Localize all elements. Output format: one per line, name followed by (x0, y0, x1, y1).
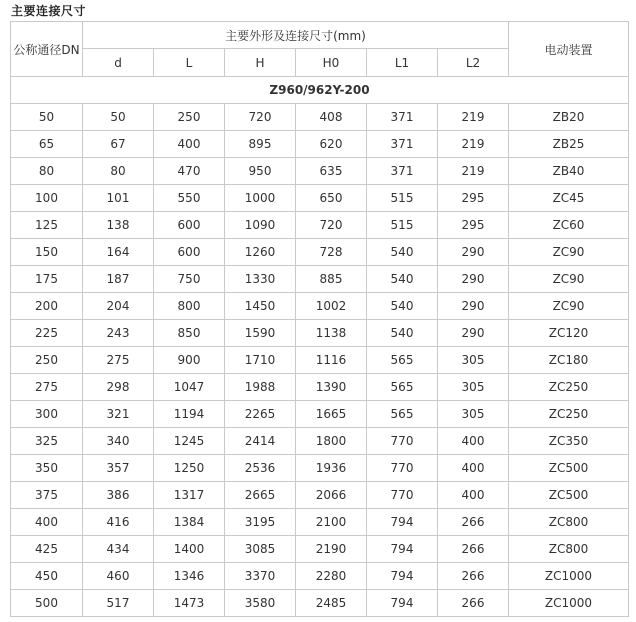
table-row (11, 482, 629, 509)
table-cell: 450 (11, 563, 83, 590)
table-cell: 540 (367, 266, 438, 293)
table-cell: 1590 (225, 320, 296, 347)
table-cell: 100 (11, 185, 83, 212)
table-cell: 275 (11, 374, 83, 401)
table-row (11, 428, 629, 455)
table-cell: 50 (11, 104, 83, 131)
header-actuator: 电动装置 (509, 22, 629, 77)
table-cell: 434 (83, 536, 154, 563)
table-cell: 500 (11, 590, 83, 617)
table-row (11, 131, 629, 158)
table-cell: 295 (438, 185, 509, 212)
table-cell: 357 (83, 455, 154, 482)
table-cell: ZB20 (509, 104, 629, 131)
table-row (11, 590, 629, 617)
table-cell: 225 (11, 320, 83, 347)
table-cell: 770 (367, 455, 438, 482)
table-cell: 515 (367, 212, 438, 239)
table-cell: 266 (438, 509, 509, 536)
table-cell: ZC800 (509, 536, 629, 563)
table-cell: 900 (154, 347, 225, 374)
table-cell: 770 (367, 428, 438, 455)
table-cell: 80 (83, 158, 154, 185)
table-row (11, 104, 629, 131)
table-cell: 400 (11, 509, 83, 536)
table-cell: 794 (367, 563, 438, 590)
table-cell: 138 (83, 212, 154, 239)
table-cell: 219 (438, 158, 509, 185)
table-cell: 2066 (296, 482, 367, 509)
table-cell: 2190 (296, 536, 367, 563)
table-cell: 300 (11, 401, 83, 428)
table-cell: 298 (83, 374, 154, 401)
table-row (11, 455, 629, 482)
header-col-l1: L1 (367, 49, 438, 77)
table-cell: 1665 (296, 401, 367, 428)
table-cell: 885 (296, 266, 367, 293)
table-cell: 371 (367, 158, 438, 185)
table-cell: 305 (438, 374, 509, 401)
table-cell: 295 (438, 212, 509, 239)
table-cell: 550 (154, 185, 225, 212)
table-cell: 750 (154, 266, 225, 293)
table-cell: 470 (154, 158, 225, 185)
table-cell: 1384 (154, 509, 225, 536)
table-cell: 1988 (225, 374, 296, 401)
table-cell: 565 (367, 347, 438, 374)
table-cell: 266 (438, 563, 509, 590)
table-cell: 400 (438, 482, 509, 509)
table-cell: 1000 (225, 185, 296, 212)
table-cell: 794 (367, 590, 438, 617)
table-cell: 425 (11, 536, 83, 563)
table-cell: 794 (367, 509, 438, 536)
table-cell: 540 (367, 293, 438, 320)
table-cell: 125 (11, 212, 83, 239)
section-label: Z960/962Y-200 (11, 77, 629, 104)
table-cell: 1473 (154, 590, 225, 617)
table-cell: 290 (438, 320, 509, 347)
table-cell: 1390 (296, 374, 367, 401)
table-cell: 219 (438, 104, 509, 131)
table-cell: 1400 (154, 536, 225, 563)
table-cell: ZC800 (509, 509, 629, 536)
table-cell: 250 (11, 347, 83, 374)
table-cell: 1047 (154, 374, 225, 401)
table-cell: ZC250 (509, 401, 629, 428)
table-cell: 540 (367, 320, 438, 347)
table-cell: 2280 (296, 563, 367, 590)
table-cell: 1250 (154, 455, 225, 482)
table-cell: 3370 (225, 563, 296, 590)
table-cell: 1317 (154, 482, 225, 509)
table-cell: 164 (83, 239, 154, 266)
table-cell: 3085 (225, 536, 296, 563)
table-cell: 250 (154, 104, 225, 131)
table-cell: 2100 (296, 509, 367, 536)
table-cell: 620 (296, 131, 367, 158)
table-cell: 517 (83, 590, 154, 617)
table-cell: 290 (438, 293, 509, 320)
table-cell: 720 (296, 212, 367, 239)
table-cell: 515 (367, 185, 438, 212)
table-cell: 2665 (225, 482, 296, 509)
table-cell: 400 (438, 455, 509, 482)
table-row (11, 347, 629, 374)
table-cell: ZC120 (509, 320, 629, 347)
table-cell: 1002 (296, 293, 367, 320)
table-cell: ZC60 (509, 212, 629, 239)
table-cell: 200 (11, 293, 83, 320)
table-cell: 266 (438, 536, 509, 563)
table-row (11, 320, 629, 347)
table-cell: 101 (83, 185, 154, 212)
page-title: 主要连接尺寸 (11, 4, 87, 18)
table-cell: 325 (11, 428, 83, 455)
table-cell: 600 (154, 239, 225, 266)
table-row (11, 509, 629, 536)
table-cell: 1800 (296, 428, 367, 455)
table-body (11, 22, 629, 617)
table-row (11, 185, 629, 212)
table-cell: 650 (296, 185, 367, 212)
table-cell: 2265 (225, 401, 296, 428)
table-cell: ZC500 (509, 482, 629, 509)
table-cell: 565 (367, 401, 438, 428)
table-cell: 275 (83, 347, 154, 374)
table-row (11, 563, 629, 590)
table-cell: 1245 (154, 428, 225, 455)
table-cell: 895 (225, 131, 296, 158)
table-cell: 371 (367, 104, 438, 131)
table-cell: 770 (367, 482, 438, 509)
table-cell: 290 (438, 266, 509, 293)
table-cell: ZC1000 (509, 563, 629, 590)
table-cell: 3580 (225, 590, 296, 617)
table-cell: 175 (11, 266, 83, 293)
table-cell: 3195 (225, 509, 296, 536)
header-col-h0: H0 (296, 49, 367, 77)
table-cell: 1260 (225, 239, 296, 266)
header-col-d: d (83, 49, 154, 77)
table-cell: ZC250 (509, 374, 629, 401)
table-cell: 1710 (225, 347, 296, 374)
table-row (11, 266, 629, 293)
table-cell: 460 (83, 563, 154, 590)
table-cell: ZB40 (509, 158, 629, 185)
table-cell: 150 (11, 239, 83, 266)
table-cell: 375 (11, 482, 83, 509)
table-cell: 2485 (296, 590, 367, 617)
table-cell: 50 (83, 104, 154, 131)
table-cell: 204 (83, 293, 154, 320)
table-row (11, 293, 629, 320)
table-row (11, 158, 629, 185)
table-cell: 1194 (154, 401, 225, 428)
table-row (11, 401, 629, 428)
table-cell: 305 (438, 401, 509, 428)
table-cell: ZC90 (509, 239, 629, 266)
section-row (11, 77, 629, 104)
table-cell: 1330 (225, 266, 296, 293)
table-cell: 266 (438, 590, 509, 617)
table-cell: 2536 (225, 455, 296, 482)
header-col-l2: L2 (438, 49, 509, 77)
table-cell: 305 (438, 347, 509, 374)
table-cell: 386 (83, 482, 154, 509)
table-cell: 950 (225, 158, 296, 185)
table-cell: ZC90 (509, 266, 629, 293)
header-dn: 公称通径DN (11, 22, 83, 77)
table-cell: 728 (296, 239, 367, 266)
table-cell: 243 (83, 320, 154, 347)
header-col-l: L (154, 49, 225, 77)
table-cell: 1450 (225, 293, 296, 320)
table-cell: 187 (83, 266, 154, 293)
table-cell: ZC500 (509, 455, 629, 482)
table-cell: ZB25 (509, 131, 629, 158)
table-cell: ZC45 (509, 185, 629, 212)
table-cell: 635 (296, 158, 367, 185)
table-cell: 1090 (225, 212, 296, 239)
header-row (11, 22, 629, 49)
table-cell: 80 (11, 158, 83, 185)
table-cell: 720 (225, 104, 296, 131)
table-cell: 1138 (296, 320, 367, 347)
table-cell: 1936 (296, 455, 367, 482)
table-cell: 290 (438, 239, 509, 266)
table-cell: ZC90 (509, 293, 629, 320)
table-cell: ZC1000 (509, 590, 629, 617)
table-cell: 794 (367, 536, 438, 563)
table-cell: 219 (438, 131, 509, 158)
table-row (11, 212, 629, 239)
table-cell: 321 (83, 401, 154, 428)
table-cell: 2414 (225, 428, 296, 455)
table-cell: 565 (367, 374, 438, 401)
table-cell: ZC180 (509, 347, 629, 374)
table-cell: 400 (154, 131, 225, 158)
table-cell: 600 (154, 212, 225, 239)
header-col-h: H (225, 49, 296, 77)
table-row (11, 239, 629, 266)
table-cell: 67 (83, 131, 154, 158)
dimension-table (10, 21, 629, 617)
table-cell: 65 (11, 131, 83, 158)
table-row (11, 536, 629, 563)
table-cell: 340 (83, 428, 154, 455)
table-cell: 371 (367, 131, 438, 158)
table-cell: 540 (367, 239, 438, 266)
table-cell: 408 (296, 104, 367, 131)
table-cell: 350 (11, 455, 83, 482)
table-cell: 1116 (296, 347, 367, 374)
table-cell: 1346 (154, 563, 225, 590)
table-cell: 416 (83, 509, 154, 536)
table-row (11, 374, 629, 401)
table-cell: 800 (154, 293, 225, 320)
table-cell: 400 (438, 428, 509, 455)
header-dimensions-group: 主要外形及连接尺寸(mm) (83, 22, 509, 49)
table-cell: 850 (154, 320, 225, 347)
table-cell: ZC350 (509, 428, 629, 455)
